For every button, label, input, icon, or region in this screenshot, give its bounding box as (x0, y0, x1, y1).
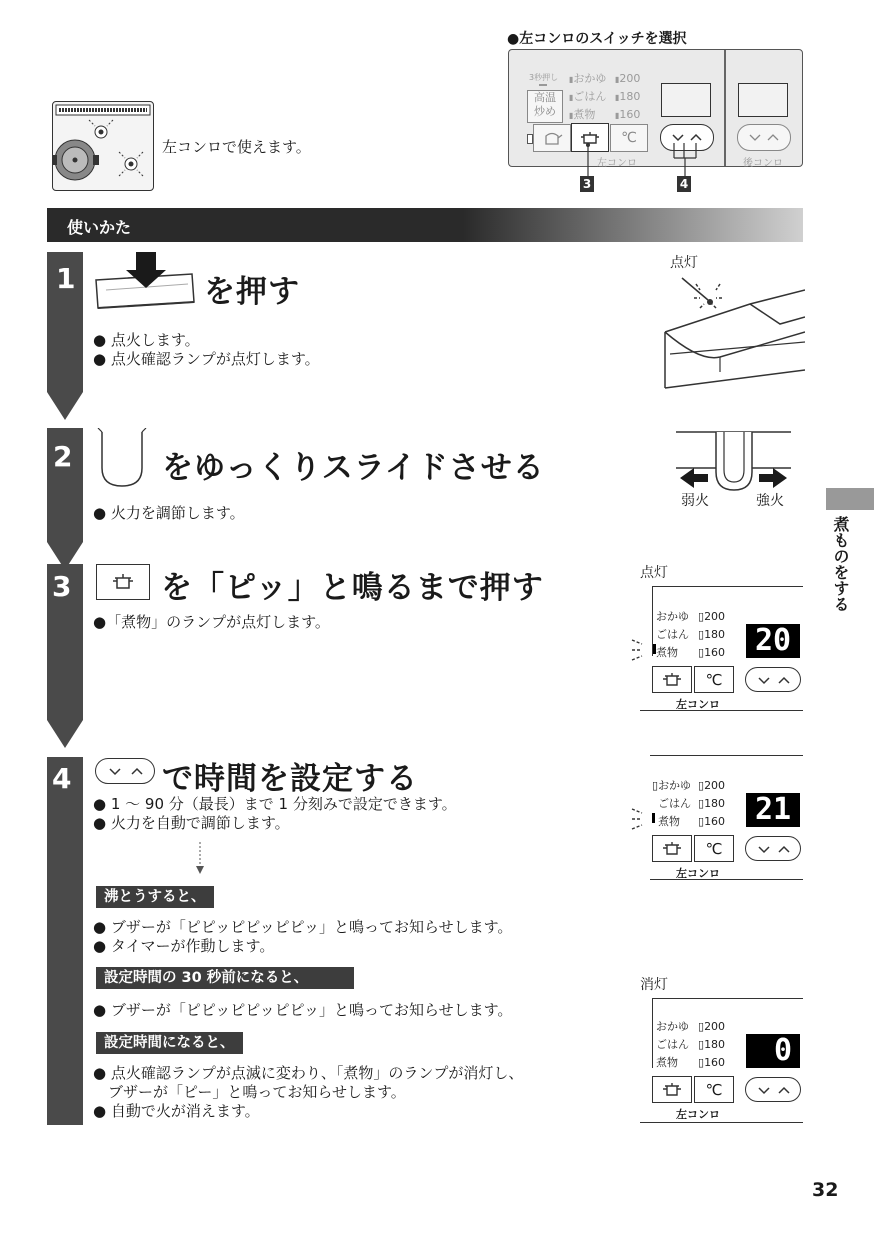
step2-heading: をゆっくりスライドさせる (162, 450, 545, 486)
pot-icon (657, 1080, 687, 1100)
pot-icon (657, 839, 687, 859)
temp-180: ▯180 (698, 1038, 726, 1051)
step3-fig-label: 点灯 (640, 565, 668, 581)
updown-button[interactable] (745, 836, 801, 861)
temp-button[interactable]: ℃ (694, 835, 734, 862)
label-3sec: 3秒押し (529, 73, 559, 82)
sub1-bullet: ● ブザーが「ピピッピピッピピッ」と鳴ってお知らせします。 (93, 918, 513, 936)
side-tab-text: 煮ものをする (831, 516, 850, 612)
rear-konro-label: 後コンロ (743, 158, 783, 169)
mode-gohan: ごはん (573, 90, 607, 103)
sub1-bullet: ● タイマーが作動します。 (93, 937, 275, 955)
pot-icon (105, 570, 141, 594)
nimono-button-icon (96, 564, 150, 600)
down-up-arrow-icon (746, 837, 802, 862)
time-display: 0 (746, 1034, 800, 1068)
updown-button[interactable] (745, 1077, 801, 1102)
temp-180: ▯180 (698, 797, 726, 810)
updown-button-icon (95, 758, 155, 784)
nimono-button[interactable] (652, 835, 692, 862)
temp-160: ▯160 (698, 646, 726, 659)
step4-fig-label-off: 消灯 (640, 977, 668, 993)
step1-fig-label: 点灯 (670, 255, 698, 271)
step4-bullet: ● 1 ～ 90 分（最長）まで 1 分刻みで設定できます。 (93, 795, 457, 813)
temp-200: ▯200 (698, 610, 726, 623)
temp-button[interactable]: ℃ (694, 666, 734, 693)
step1-bullet: ● 点火確認ランプが点灯します。 (93, 350, 320, 368)
ignition-button-icon (92, 250, 200, 318)
callout-3: 3 (580, 176, 594, 192)
down-up-arrow-icon (746, 668, 802, 693)
step2-bullet: ● 火力を調節します。 (93, 504, 245, 522)
weak-flame-label: 弱火 (681, 493, 709, 509)
ignition-lamp-figure (660, 262, 805, 392)
step-number: 4 (52, 762, 72, 795)
step-number: 3 (52, 570, 72, 603)
step1-bullet: ● 点火します。 (93, 331, 200, 349)
time-display: 21 (746, 793, 800, 827)
rear-updown-button[interactable] (737, 124, 791, 151)
left-konro-label: 左コンロ (597, 158, 637, 169)
temp-160: 160 (619, 108, 641, 121)
section-title: 使いかた (67, 218, 132, 237)
flow-arrow (194, 842, 206, 876)
mode-okayu: おかゆ (573, 72, 607, 85)
mode-okayu: おかゆ (656, 610, 689, 623)
down-up-arrow-icon (746, 1078, 802, 1103)
mode-nimono: 煮物 (658, 815, 680, 828)
sub-heading-boil: 沸とうすると、 (96, 886, 214, 908)
temp-200: ▯200 (698, 779, 726, 792)
step3-heading: を「ピッ」と鳴るまで押す (161, 570, 544, 606)
mode-gohan: ごはん (658, 797, 691, 810)
temp-160: ▯160 (698, 1056, 726, 1069)
side-tab-marker (826, 488, 874, 510)
nimono-button[interactable] (652, 666, 692, 693)
step3-bullet: ●「煮物」のランプが点灯します。 (93, 613, 330, 631)
temp-button[interactable]: ℃ (694, 1076, 734, 1103)
temp-200: 200 (619, 72, 641, 85)
temp-200: ▯200 (698, 1020, 726, 1033)
step4-heading: で時間を設定する (162, 761, 418, 797)
temp-button[interactable]: ℃ (610, 124, 648, 152)
mini-panel-step3 (640, 586, 803, 712)
mode-nimono: 煮物 (656, 646, 678, 659)
sub-heading-settime: 設定時間になると、 (96, 1032, 243, 1054)
select-caption: ●左コンロのスイッチを選択 (507, 31, 687, 47)
sub2-bullet: ● ブザーが「ピピッピピッピピッ」と鳴ってお知らせします。 (93, 1001, 513, 1019)
nimono-button[interactable] (652, 1076, 692, 1103)
rear-display (738, 83, 788, 117)
left-konro-label: 左コンロ (676, 1108, 720, 1121)
sub3-bullet: ● 点火確認ランプが点滅に変わり、「煮物」のランプが消灯し、 (93, 1064, 524, 1082)
mini-panel-step4 (650, 755, 803, 881)
strong-flame-label: 強火 (756, 493, 784, 509)
mode-nimono: 煮物 (656, 1056, 678, 1069)
sub3-bullet: ブザーが「ピー」と鳴ってお知らせします。 (93, 1083, 406, 1101)
pot-icon (657, 670, 687, 690)
left-konro-label: 左コンロ (676, 698, 720, 711)
mode-okayu: ▯おかゆ (652, 779, 692, 792)
left-display (661, 83, 711, 117)
mode-nimono: 煮物 (573, 108, 596, 121)
step-number: 1 (56, 262, 76, 295)
step1-heading: を押す (204, 274, 300, 310)
burner-illustration (52, 101, 154, 191)
step-number: 2 (53, 440, 73, 473)
down-up-arrow-icon (96, 759, 156, 785)
mode-gohan: ごはん (656, 1038, 689, 1051)
step4-bullet: ● 火力を自動で調節します。 (93, 814, 290, 832)
sub3-bullet: ● 自動で火が消えます。 (93, 1102, 260, 1120)
step-bars (47, 252, 83, 1132)
temp-180: 180 (619, 90, 641, 103)
sub-heading-30sec: 設定時間の 30 秒前になると、 (96, 967, 354, 989)
page-number: 32 (812, 1179, 839, 1201)
callout-4: 4 (677, 176, 691, 192)
temp-180: ▯180 (698, 628, 726, 641)
control-panel: 3秒押し 高温 炒め ▮おかゆ ▮ごはん ▮煮物 ▮200 ▮180 ▮160 ℃ 左コンロ 後コンロ (508, 49, 803, 167)
kouon-button[interactable]: 高温 炒め (527, 90, 563, 123)
mode-gohan: ごはん (656, 628, 689, 641)
down-up-arrow-icon (738, 125, 790, 150)
mini-panel-off (640, 998, 803, 1124)
left-konro-label: 左コンロ (676, 867, 720, 880)
slider-figure (676, 428, 791, 498)
section-title-bar (47, 208, 803, 242)
slider-knob-icon (92, 428, 152, 490)
temp-160: ▯160 (698, 815, 726, 828)
time-display: 20 (746, 624, 800, 658)
burner-text: 左コンロで使えます。 (162, 138, 311, 156)
mode-okayu: おかゆ (656, 1020, 689, 1033)
updown-button[interactable] (745, 667, 801, 692)
